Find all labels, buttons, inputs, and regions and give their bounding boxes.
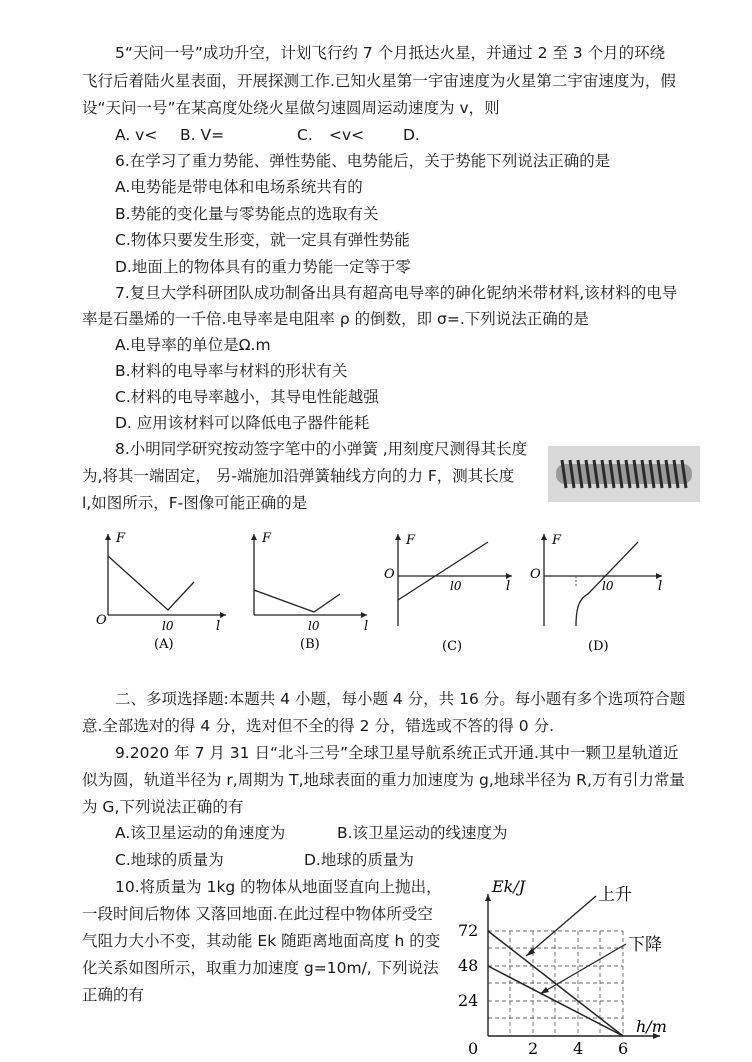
section2-line-1: 二、多项选择题:本题共 4 小题，每小题 4 分，共 16 分。每小题有多个选项符合题 — [115, 690, 686, 708]
q6-stem: 6.在学习了重力势能、弹性势能、电势能后，关于势能下列说法正确的是 — [115, 152, 611, 170]
q7-option-b: B.材料的电导率与材料的形状有关 — [115, 362, 348, 380]
graph-c-l0-label: l0 — [450, 579, 462, 593]
graph-c-f-label: F — [406, 533, 416, 548]
q8-line-1: 8.小明同学研究按动签字笔中的小弹簧 ,用刻度尺测得其长度 — [115, 440, 528, 458]
graph-d-l-label: l — [658, 579, 663, 594]
q7-option-d: D. 应用该材料可以降低电子器件能耗 — [115, 414, 370, 432]
q5-option-b: B. V= — [180, 126, 225, 144]
graph-a-l-label: l — [216, 619, 221, 634]
y-tick-48: 48 — [458, 956, 479, 975]
q9-line-2: 似为圆，轨道半径为 r,周期为 T,地球表面的重力加速度为 g,地球半径为 R,万有引力常量 — [82, 771, 685, 789]
graph-b-l-label: l — [364, 619, 369, 634]
q6-option-b: B.势能的变化量与零势能点的选取有关 — [115, 205, 379, 223]
x-tick-6: 6 — [618, 1039, 629, 1058]
series-up — [488, 931, 623, 1036]
graph-d-l0-label: l0 — [602, 579, 614, 593]
q8-line-3: l,如图所示，F-图像可能正确的是 — [82, 494, 308, 512]
q10-line-5: 正确的有 — [82, 986, 145, 1004]
q9-option-d: D.地球的质量为 — [304, 851, 414, 869]
label-down: 下降 — [628, 935, 662, 955]
h-axis-label: h/m — [636, 1017, 667, 1036]
graph-b-l0-label: l0 — [308, 619, 320, 633]
graph-c-o-label: O — [384, 567, 395, 582]
graph-a-caption: (A) — [154, 637, 174, 652]
q7-option-a: A.电导率的单位是Ω.m — [115, 336, 271, 354]
y-tick-24: 24 — [458, 991, 479, 1010]
q9-option-a: A.该卫星运动的角速度为 — [115, 824, 286, 842]
graph-b — [242, 530, 382, 655]
graph-c-caption: (C) — [442, 639, 463, 654]
y-tick-72: 72 — [458, 921, 479, 940]
q9-line-3: 为 G,下列说法正确的有 — [82, 798, 244, 816]
graph-a-f-label: F — [116, 531, 126, 546]
ek-axis-label: Ek/J — [492, 877, 526, 896]
spring-image — [548, 446, 700, 502]
graph-c — [384, 530, 524, 655]
q6-option-c: C.物体只要发生形变，就一定具有弹性势能 — [115, 231, 410, 249]
graph-c-l-label: l — [506, 579, 511, 594]
q10-line-3: 气阻力大小不变，其动能 Ek 随距离地面高度 h 的变 — [82, 932, 441, 950]
x-tick-0: 0 — [468, 1039, 479, 1058]
q10-line-1: 10.将质量为 1kg 的物体从地面竖直向上抛出， — [115, 878, 442, 896]
q5-option-d: D. — [403, 126, 420, 144]
graph-a-o-label: O — [96, 613, 107, 628]
q6-option-a: A.电势能是带电体和电场系统共有的 — [115, 178, 363, 196]
label-up: 上升 — [598, 885, 632, 905]
q9-line-1: 9.2020 年 7 月 31 日“北斗三号”全球卫星导航系统正式开通.其中一颗卫星轨道近 — [115, 744, 679, 762]
graph-b-caption: (B) — [300, 637, 320, 652]
graph-d-f-label: F — [552, 533, 562, 548]
q10-line-4: 化关系如图所示，取重力加速度 g=10m/, 下列说法 — [82, 959, 439, 977]
q5-option-c-range: <v< — [329, 126, 365, 144]
x-tick-4: 4 — [573, 1039, 584, 1058]
graph-a — [96, 530, 236, 655]
q10-line-2: 一段时间后物体 又落回地面.在此过程中物体所受空 — [82, 905, 433, 923]
q8-line-2: 为,将其一端固定， 另-端施加沿弹簧轴线方向的力 F，测其长度 — [82, 467, 515, 485]
q5-line-1: 5“天问一号”成功升空，计划飞行约 7 个月抵达火星，并通过 2 至 3 个月的环绕 — [115, 44, 666, 62]
graph-a-l0-label: l0 — [162, 619, 174, 633]
q6-option-d: D.地面上的物体具有的重力势能一定等于零 — [115, 258, 411, 276]
q5-line-3: 设“天问一号”在某高度处绕火星做匀速圆周运动速度为 v，则 — [82, 99, 500, 117]
q7-line-1: 7.复旦大学科研团队成功制备出具有超高电导率的砷化铌纳米带材料,该材料的电导 — [115, 284, 678, 302]
q7-option-c: C.材料的电导率越小，其导电性能越强 — [115, 388, 379, 406]
ek-h-graph — [448, 876, 690, 1058]
graph-d-caption: (D) — [588, 639, 609, 654]
q5-option-a: A. v< — [115, 126, 158, 144]
q9-option-c: C.地球的质量为 — [115, 851, 224, 869]
q9-option-b: B.该卫星运动的线速度为 — [337, 824, 508, 842]
graph-b-f-label: F — [262, 531, 272, 546]
q5-option-c: C. — [297, 126, 313, 144]
q7-line-2: 率是石墨烯的一千倍.电导率是电阻率 ρ 的倒数，即 σ=.下列说法正确的是 — [82, 310, 589, 328]
graph-d — [530, 530, 670, 655]
graph-d-o-label: O — [530, 567, 541, 582]
x-tick-2: 2 — [528, 1039, 539, 1058]
q5-line-2: 飞行后着陆火星表面，开展探测工作.已知火星第一宇宙速度为火星第二宇宙速度为，假 — [82, 72, 676, 90]
section2-line-2: 意.全部选对的得 4 分，选对但不全的得 2 分，错选或不答的得 0 分. — [82, 717, 555, 735]
